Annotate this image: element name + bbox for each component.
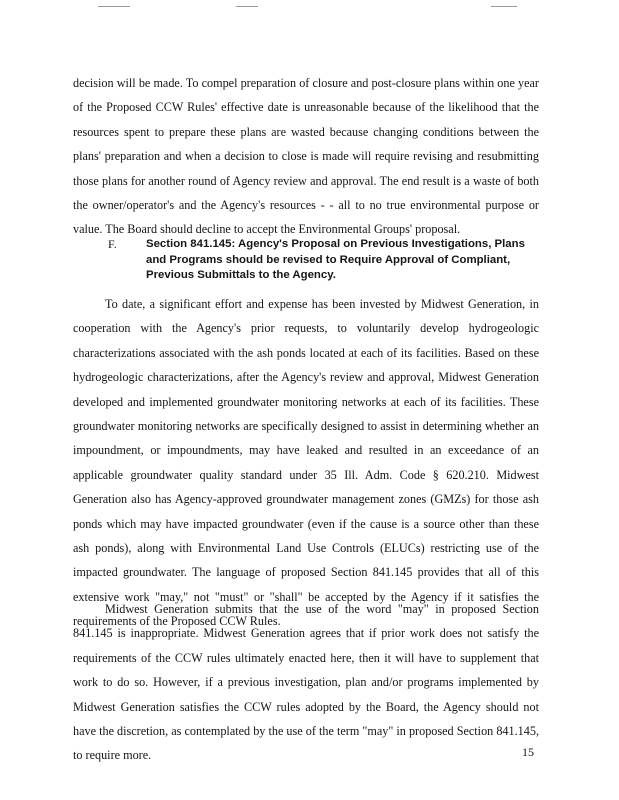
section-heading: [108, 237, 540, 284]
paragraph-closure-plans: [73, 71, 539, 242]
paragraph-text: decision will be made. To compel preparation of closure and post-closure plans within one year of the Proposed CCW Rules' effective date is unreasonable because of the likelihood that the resources spent to prepare these plans are wasted because changing conditions between the plans' preparation and when a decision to close is made will require revising and resubmitting those plans for another round of Agency review and approval. The end result is a waste of both the owner/operator's and the Agency's resources - - all to no true environmental purpose or value. The Board should decline to accept the Environmental Groups' proposal.: [73, 76, 539, 237]
scan-artifact: [491, 6, 517, 7]
paragraph-text: Midwest Generation submits that the use of the word "may" in proposed Section 841.145 is inappropriate. Midwest Generation agrees that if prior work does not satisfy the requirements of the CCW rules ultimately enacted here, then it will have to supplement that work to do so. However, if a previous investigation, plan and/or programs implemented by Midwest Generation satisfies the CCW rules adopted by the Board, the Agency should not have the discretion, as contemplated by the use of the term "may" in proposed Section 841.145, to require more.: [73, 602, 539, 763]
paragraph-previous-investigations: [73, 292, 539, 634]
section-letter: F.: [108, 237, 117, 251]
paragraph-may-inappropriate: [73, 597, 539, 768]
scan-artifact: [236, 6, 258, 7]
paragraph-text: To date, a significant effort and expense has been invested by Midwest Generation, in cooperation with the Agency's prior requests, to voluntarily develop hydrogeologic characterizations associated with the ash ponds located at each of its facilities. Based on these hydrogeologic characterizations, after the Agency's review and approval, Midwest Generation developed and implemented groundwater monitoring networks at each of its facilities. These groundwater monitoring networks are specifically designed to assist in determining whether an impoundment, or impoundments, may have leaked and resulted in an exceedance of an applicable groundwater quality standard under 35 Ill. Adm. Code § 620.210. Midwest Generation also has Agency-approved groundwater management zones (GMZs) for those ash ponds which may have impacted groundwater (even if the cause is a source other than these ash ponds), along with Environmental Land Use Controls (ELUCs) restricting use of the impacted groundwater. The language of proposed Section 841.145 provides that all of this extensive work "may," not "must" or "shall" be accepted by the Agency if it satisfies the requirements of the Proposed CCW Rules.: [73, 297, 539, 629]
scan-artifact: [98, 6, 130, 7]
page-number: 15: [522, 745, 534, 759]
section-title: Section 841.145: Agency's Proposal on Previous Investigations, Plans and Programs should be revised to Require Approval of Compliant, Previous Submittals to the Agency.: [146, 238, 525, 281]
